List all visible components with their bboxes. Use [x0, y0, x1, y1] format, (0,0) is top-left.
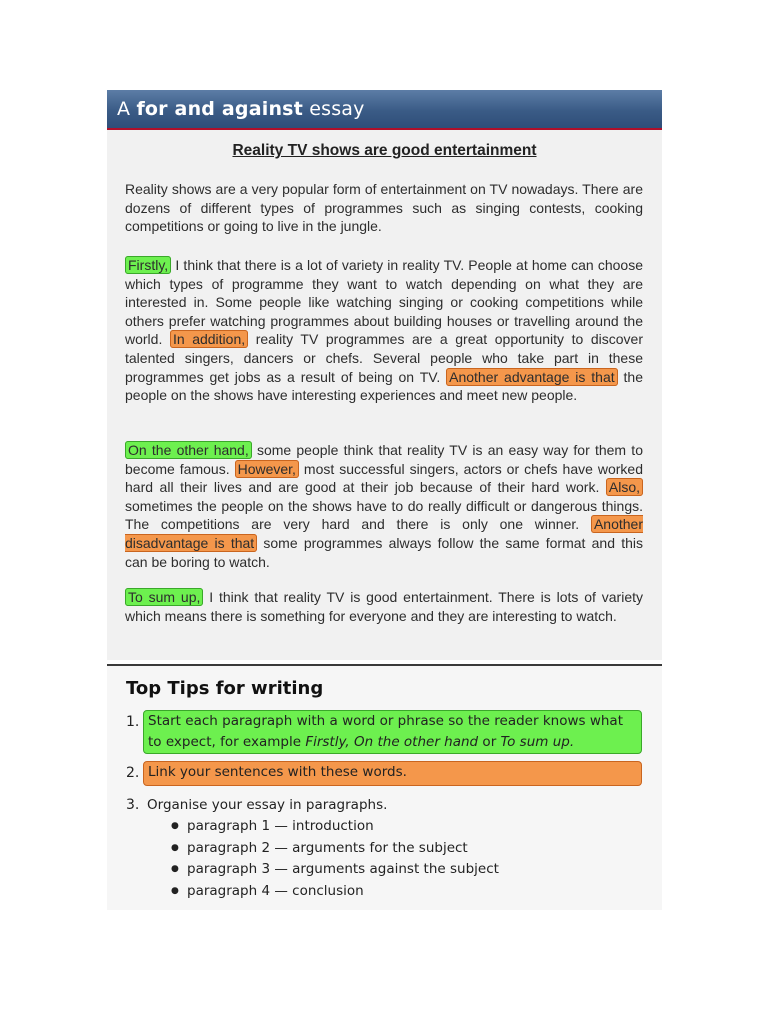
- paragraph-against: On the other hand, some people think that reality TV is an easy way for them to become famous. However, most successful singers, actors or chefs have worked hard all their lives and are good at their job because of their hard work. Also, sometimes the people on the shows have to do really difficult or dangerous things. The competitions are very hard and there is only one winner. Another disadvantage is that some programmes always follow the same format and this can be boring to watch.: [125, 442, 644, 570]
- paragraph-introduction: Reality shows are a very popular form of entertainment on TV nowadays. There are dozens of different types of programmes such as singing contests, cooking competitions or going to live in the jungle.: [125, 181, 643, 235]
- linker-highlight: However,: [235, 460, 299, 478]
- linker-highlight: To sum up,: [125, 588, 203, 606]
- linker-highlight: Also,: [606, 478, 643, 496]
- bullet-icon: ●: [171, 885, 179, 896]
- header-banner: [107, 90, 662, 130]
- tip-3: Organise your essay in paragraphs.: [147, 797, 388, 813]
- linker-highlight: In addition,: [170, 330, 248, 348]
- tips-heading: Top Tips for writing: [126, 678, 324, 699]
- linker-highlight: Another disadvantage is that: [125, 516, 643, 551]
- tip-number: 2.: [126, 765, 140, 781]
- tips-section: [107, 666, 662, 910]
- paragraph-for: Firstly, I think that there is a lot of variety in reality TV. People at home can choose which types of programme they want to watch depending on what they are interested in. Some people like watching singing or cooking competitions while others prefer watching programmes about building houses or travelling around the world. In addition, reality TV programmes are a great opportunity to discover talented singers, dancers or chefs. Several people who take part in these programmes get jobs as a result of being on TV. Another advantage is that the people on the shows have interesting experiences and meet new people.: [125, 257, 644, 404]
- bullet-icon: ●: [171, 842, 179, 853]
- tip-1: Start each paragraph with a word or phrase so the reader knows what to expect, for example Firstly, On the other hand or To sum up.: [143, 710, 642, 754]
- tip-number: 3.: [126, 797, 140, 813]
- list-item: ● paragraph 1 — introduction: [171, 816, 499, 838]
- worksheet: [107, 90, 662, 910]
- linker-highlight: Another advantage is that: [446, 368, 618, 386]
- paragraph-plan-list: [171, 816, 499, 902]
- bullet-icon: ●: [171, 864, 179, 874]
- list-item: ● paragraph 4 — conclusion: [171, 881, 499, 903]
- tip-2: Link your sentences with these words.: [143, 761, 642, 786]
- tip-number: 1.: [126, 714, 140, 730]
- essay-title: Reality TV shows are good entertainment: [232, 142, 537, 159]
- bullet-icon: ●: [171, 821, 179, 831]
- paragraph-conclusion: To sum up, I think that reality TV is good entertainment. There is lots of variety which means there is something for everyone and they are interesting to watch.: [125, 589, 643, 624]
- linker-highlight: Firstly,: [125, 256, 171, 274]
- list-item: ● paragraph 2 — arguments for the subject: [171, 838, 499, 860]
- essay-section: [107, 130, 662, 660]
- list-item: ● paragraph 3 — arguments against the subject: [171, 859, 499, 881]
- linker-highlight: On the other hand,: [125, 441, 252, 459]
- banner-title: A for and against essay: [117, 98, 365, 120]
